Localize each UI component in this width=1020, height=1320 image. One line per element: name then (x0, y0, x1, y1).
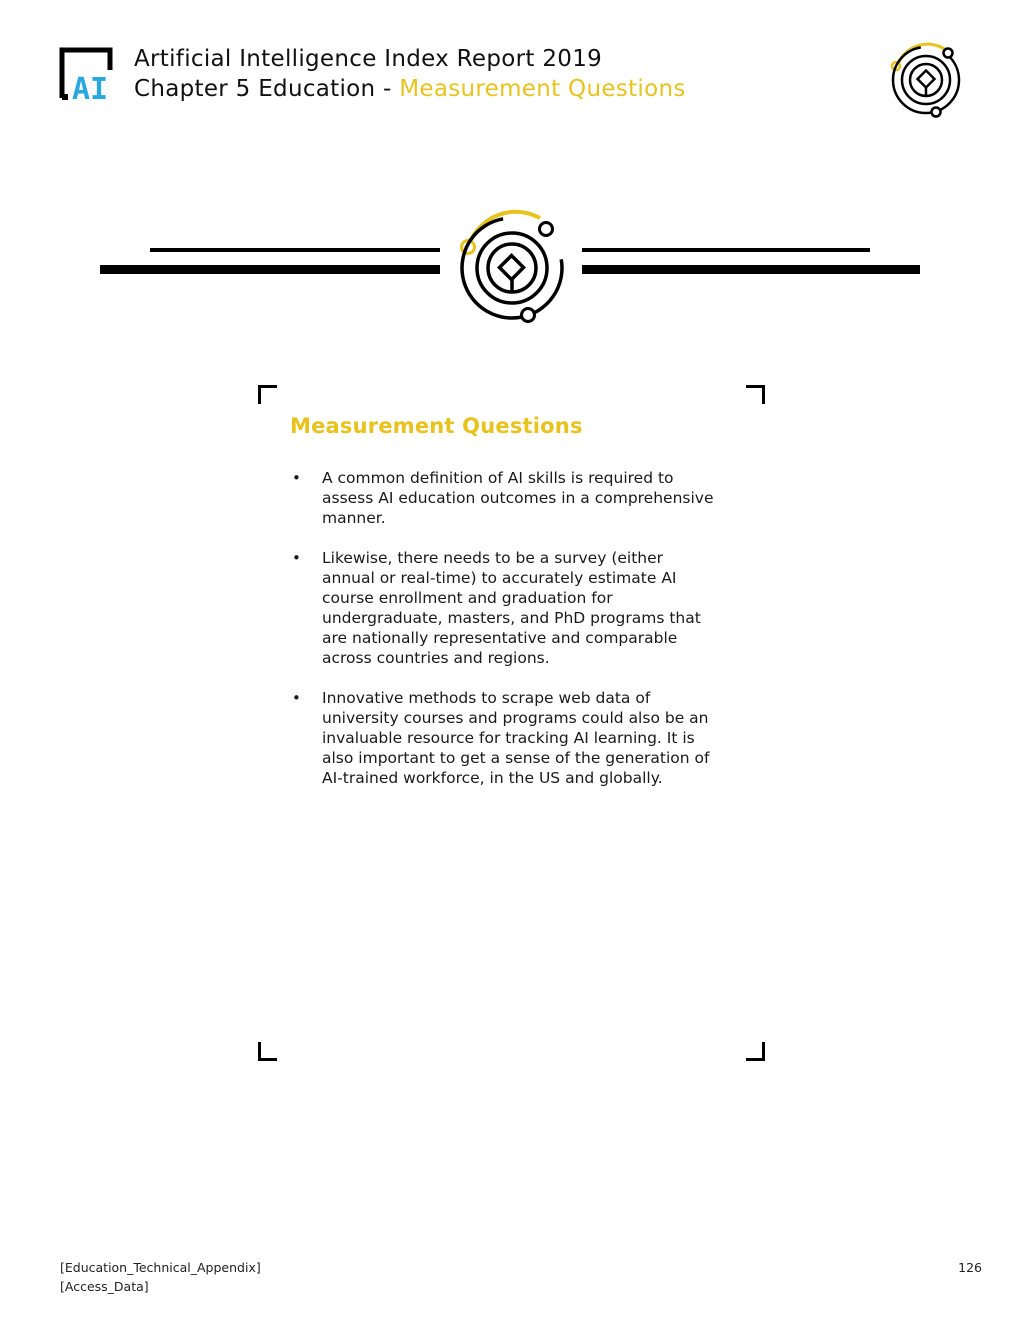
orbit-emblem-icon (884, 40, 968, 120)
chapter-heading (134, 74, 686, 104)
ai-index-logo (58, 46, 122, 102)
logo-text: AI (72, 72, 109, 102)
frame-corner-top-left (258, 385, 277, 404)
chapter-prefix: Chapter 5 Education - (134, 76, 400, 102)
divider-right-thin (582, 248, 870, 252)
access-data-link[interactable]: [Access_Data] (60, 1279, 149, 1294)
chapter-section: Measurement Questions (399, 76, 686, 102)
page-number: 126 (958, 1260, 982, 1275)
divider-right-thick (582, 265, 920, 274)
list-item (290, 688, 720, 788)
section-title: Measurement Questions (290, 414, 583, 438)
bullet-icon: • (292, 469, 301, 487)
bullet-text: Likewise, there needs to be a survey (either annual or real-time) to accurately estimate AI course enrollment and graduation for undergraduate, masters, and PhD programs that are nationally representative and comparable across countries and regions. (322, 549, 701, 667)
list-item (290, 468, 720, 528)
frame-corner-bottom-right (746, 1042, 765, 1061)
footer-links (60, 1258, 261, 1296)
report-title: Artificial Intelligence Index Report 2019 (134, 46, 603, 72)
frame-corner-top-right (746, 385, 765, 404)
bullet-text: Innovative methods to scrape web data of university courses and programs could also be an invaluable resource for tracking AI learning. It is also important to get a sense of the generation of AI-trained workforce, in the US and globally. (322, 689, 710, 787)
bullet-icon: • (292, 549, 301, 567)
chapter-emblem-icon (450, 206, 576, 328)
bullet-icon: • (292, 689, 301, 707)
frame-corner-bottom-left (258, 1042, 277, 1061)
technical-appendix-link[interactable]: [Education_Technical_Appendix] (60, 1260, 261, 1275)
list-item (290, 548, 720, 668)
divider-left-thin (150, 248, 440, 252)
divider-left-thick (100, 265, 440, 274)
measurement-questions-list (290, 468, 720, 808)
bullet-text: A common definition of AI skills is required to assess AI education outcomes in a comprehensive manner. (322, 469, 714, 527)
